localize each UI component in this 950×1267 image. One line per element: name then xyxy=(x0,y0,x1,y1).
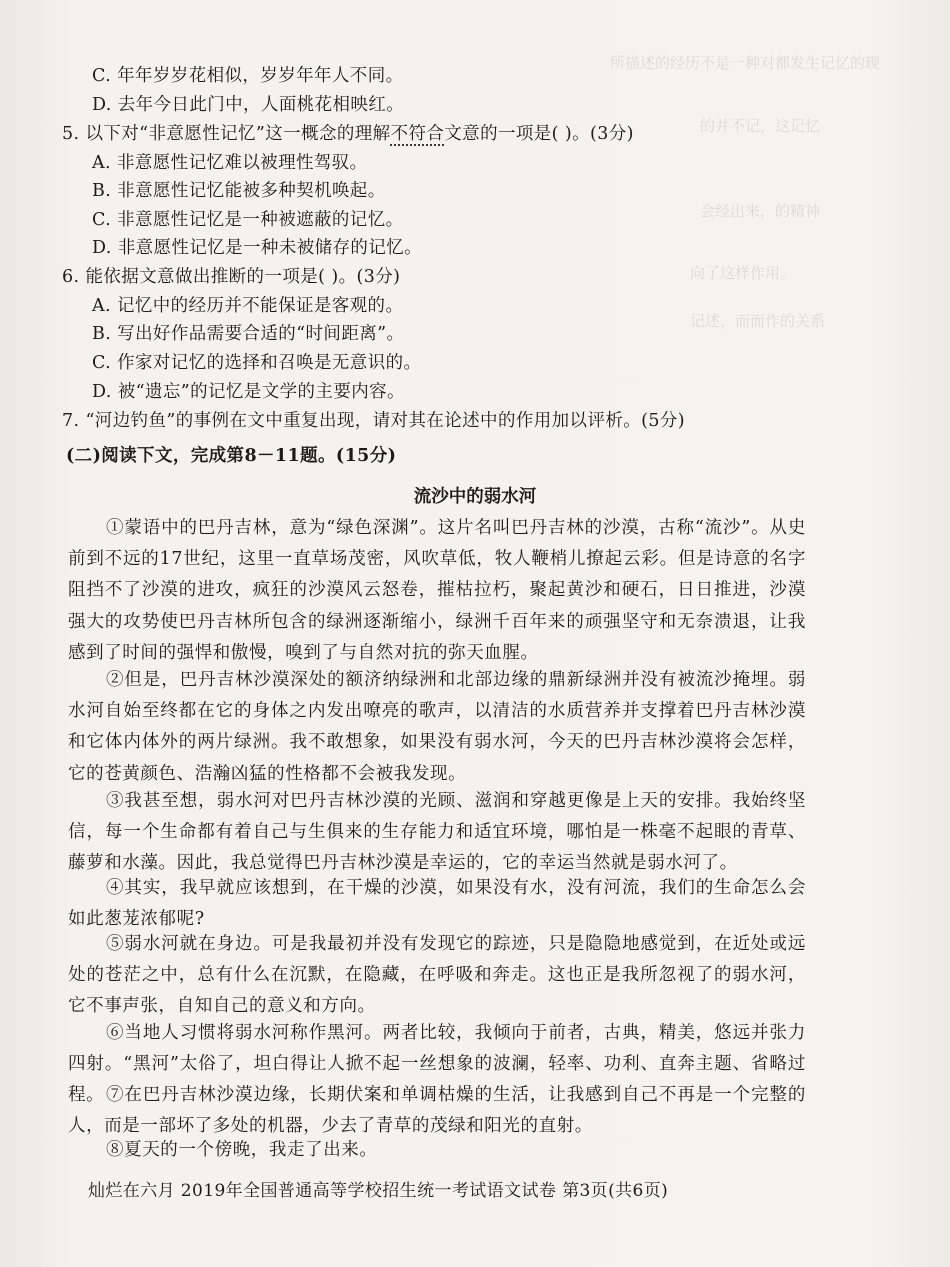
q5-emphasis xyxy=(391,124,445,144)
q4-option-d: D. 去年今日此门中，人面桃花相映红。 xyxy=(92,95,405,115)
article-paragraph-1: ①蒙语中的巴丹吉林，意为“绿色深渊”。这片名叫巴丹吉林的沙漠，古称“流沙”。从史前到不远的17世纪，这里一直草场茂密，风吹草低，牧人鞭梢儿撩起云彩。但是诗意的名字阻挡不了沙漠的进攻，疯狂的沙漠风云怒卷，摧枯拉朽，聚起黄沙和硬石，日日推进，沙漠强大的攻势使巴丹吉林所包含的绿洲逐渐缩小，绿洲千百年来的顽强坚守和无奈溃退，让我感到了时间的强悍和傲慢，嗅到了与自然对抗的弥天血腥。 xyxy=(68,518,806,663)
article-paragraph-7: ⑦在巴丹吉林沙漠边缘，长期伏案和单调枯燥的生活，让我感到自己不再是一个完整的人，而是一部坏了多处的机器，少去了青草的茂绿和阳光的直射。 xyxy=(68,1085,806,1137)
q6-option-d: D. 被“遗忘”的记忆是文学的主要内容。 xyxy=(92,382,405,402)
q5-option-d: D. 非意愿性记忆是一种未被储存的记忆。 xyxy=(92,238,423,258)
q6-option-c: C. 作家对记忆的选择和召唤是无意识的。 xyxy=(92,353,422,373)
q5-stem-a: 5. 以下对“非意愿性记忆”这一概念的理解 xyxy=(62,124,391,144)
bleed-through-text: 所描述的经历不是一种对都发生记忆的现 xyxy=(610,54,881,72)
article-title: 流沙中的弱水河 xyxy=(413,487,537,507)
article-paragraph-8: ⑧夏天的一个傍晚，我走了出来。 xyxy=(106,1140,378,1160)
section-heading: (二)阅读下文，完成第8－11题。(15分) xyxy=(66,446,397,466)
page-footer: 灿烂在六月 2019年全国普通高等学校招生统一考试语文试卷 第3页(共6页) xyxy=(88,1181,669,1201)
q6-option-a: A. 记忆中的经历并不能保证是客观的。 xyxy=(92,296,404,316)
bleed-through-text: 的并不记，这记忆 xyxy=(700,117,821,135)
q5-stem-b: 文意的一项是( )。(3分) xyxy=(444,124,634,144)
q4-option-c: C. 年年岁岁花相似，岁岁年年人不同。 xyxy=(92,66,404,86)
q5-option-b: B. 非意愿性记忆能被多种契机唤起。 xyxy=(92,181,386,201)
article-paragraph-3: ③我甚至想，弱水河对巴丹吉林沙漠的光顾、滋润和穿越更像是上天的安排。我始终坚信，每一个生命都有着自己与生俱来的生存能力和适宜环境，哪怕是一株毫不起眼的青草、藤萝和水藻。因此，我总觉得巴丹吉林沙漠是幸运的，它的幸运当然就是弱水河了。 xyxy=(68,791,806,874)
article-paragraph-2: ②但是，巴丹吉林沙漠深处的额济纳绿洲和北部边缘的鼎新绿洲并没有被流沙掩埋。弱水河自始至终都在它的身体之内发出嘹亮的歌声，以清洁的水质营养并支撑着巴丹吉林沙漠和它体内体外的两片绿洲。我不敢想象，如果没有弱水河，今天的巴丹吉林沙漠将会怎样，它的苍黄颜色、浩瀚凶猛的性格都不会被我发现。 xyxy=(68,670,806,784)
bleed-through-text: 向了这样作用。 xyxy=(690,264,796,282)
article-paragraph-6: ⑥当地人习惯将弱水河称作黑河。两者比较，我倾向于前者，古典，精美，悠远并张力四射。“黑河”太俗了，坦白得让人掀不起一丝想象的波澜，轻率、功利、直奔主题、省略过程。 xyxy=(68,1023,806,1106)
bleed-through-text: 会经出来，的精神 xyxy=(700,202,821,220)
article-paragraph-5: ⑤弱水河就在身边。可是我最初并没有发现它的踪迹，只是隐隐地感觉到，在近处或远处的苍茫之中，总有什么在沉默，在隐藏，在呼吸和奔走。这也正是我所忽视了的弱水河，它不事声张，自知自己的意义和方向。 xyxy=(68,934,806,1017)
q5-option-a: A. 非意愿性记忆难以被理性驾驭。 xyxy=(92,153,368,173)
q6-stem: 6. 能依据文意做出推断的一项是( )。(3分) xyxy=(62,267,401,287)
q7-stem: 7. “河边钓鱼”的事例在文中重复出现，请对其在论述中的作用加以评析。(5分) xyxy=(62,411,686,431)
q5-emphasis-text: 不符合 xyxy=(390,124,445,144)
q6-option-b: B. 写出好作品需要合适的“时间距离”。 xyxy=(92,324,405,344)
bleed-through-text: 记述，而而作的关系 xyxy=(690,312,826,330)
q5-option-c: C. 非意愿性记忆是一种被遮蔽的记忆。 xyxy=(92,210,404,230)
q5-stem xyxy=(62,120,890,149)
article-paragraph-4: ④其实，我早就应该想到，在干燥的沙漠，如果没有水，没有河流，我们的生命怎么会如此葱茏浓郁呢? xyxy=(68,878,806,930)
